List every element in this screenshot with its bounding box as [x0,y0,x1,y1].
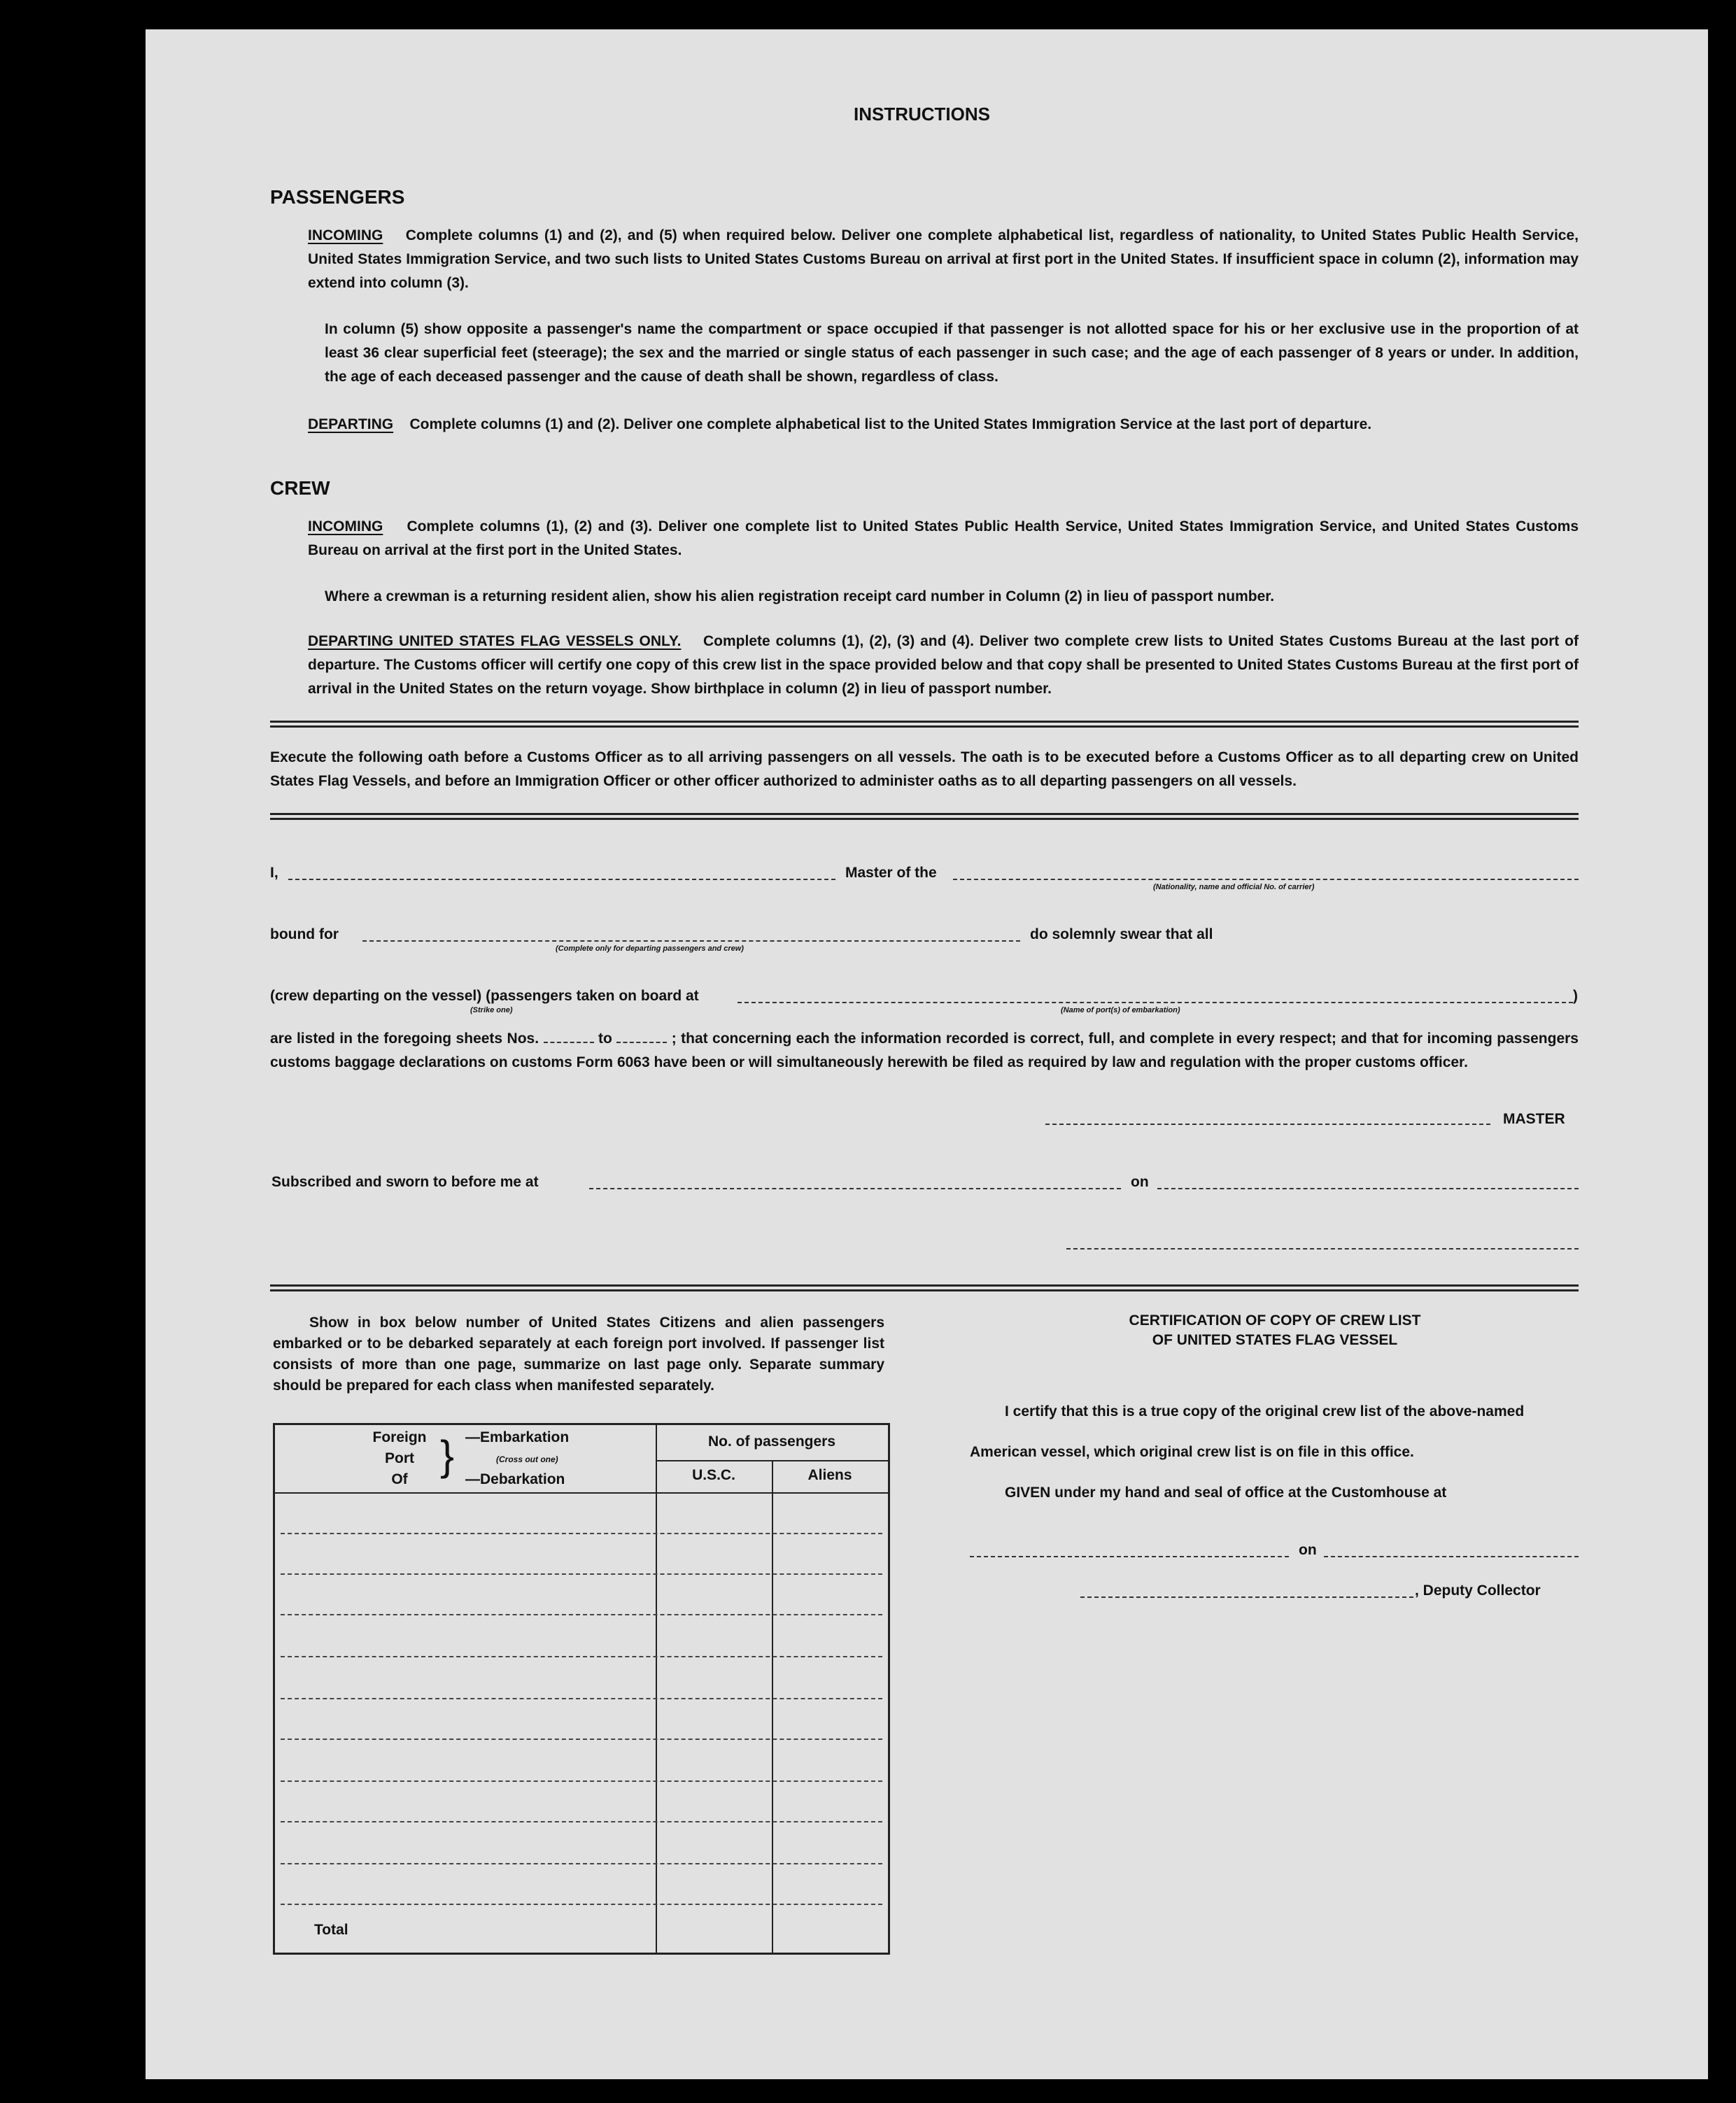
usc-label: U.S.C. [692,1467,735,1483]
crew-departing-label: (crew departing on the vessel) (passengers taken on board at [270,988,699,1004]
strike-one-note: (Strike one) [470,1006,513,1014]
sworn-on-label: on [1131,1174,1149,1190]
crew-incoming-label: INCOMING [308,518,383,534]
close-paren: ) [1573,988,1578,1004]
passengers-departing-paragraph [308,413,1579,437]
listed-text-a: are listed in the foregoing sheets Nos. [270,1031,539,1047]
port-label: Port [385,1450,414,1466]
passenger-summary-table [273,1423,890,1955]
section-divider [270,813,1579,820]
listed-to: to [598,1031,612,1047]
certification-line-1: I certify that this is a true copy of the original crew list of the above-named [1005,1403,1525,1419]
embarkation-ports-field[interactable] [738,1002,1573,1003]
brace-icon: } [440,1432,455,1479]
passengers-departing-text: Complete columns (1) and (2). Deliver one complete alphabetical list to the United States Immigration Service at the last port of departure. [409,416,1372,432]
certification-on-label: on [1299,1542,1317,1558]
debarkation-label: —Debarkation [465,1471,565,1487]
no-of-passengers-label: No. of passengers [707,1433,836,1450]
listed-text-b: ; that concerning each the information recorded is correct, full, and complete in every respect; and that for incoming passengers customs baggage declarations on customs Form 6063 have been or will simultaneously herewith be filed as required by law and regulation with the proper customs officer. [270,1031,1579,1070]
crew-heading: CREW [270,477,330,499]
header-divider [656,1460,888,1461]
crew-incoming-paragraph-2: Where a crewman is a returning resident alien, show his alien registration receipt card number in Column (2) in lieu of passport number. [325,588,1275,604]
passengers-heading: PASSENGERS [270,186,405,208]
table-row[interactable] [281,1821,882,1822]
ports-note: (Name of port(s) of embarkation) [1061,1006,1180,1014]
deputy-signature-field[interactable] [1080,1596,1413,1598]
certification-title-2: OF UNITED STATES FLAG VESSEL [1152,1332,1398,1348]
embarkation-label: —Embarkation [465,1429,570,1445]
sworn-date-field[interactable] [1157,1188,1579,1189]
customhouse-field[interactable] [970,1556,1289,1557]
table-row[interactable] [281,1739,882,1740]
passengers-departing-label: DEPARTING [308,416,394,432]
bound-for-label: bound for [270,926,339,942]
master-name-field[interactable] [288,879,835,880]
carrier-field[interactable] [953,879,1579,880]
solemnly-swear-label: do solemnly swear that all [1030,926,1213,942]
crew-incoming-text: Complete columns (1), (2) and (3). Deliver one complete list to United States Public Health Service, United States Immigration Service, and United States Customs Bureau on arrival at the first port in the United States. [308,518,1579,558]
cross-out-note: (Cross out one) [496,1454,558,1464]
sheet-from-field[interactable] [544,1042,594,1043]
section-divider [270,721,1579,728]
complete-only-note: (Complete only for departing passengers and crew) [556,944,744,953]
table-row[interactable] [281,1698,882,1699]
oath-i-label: I, [270,865,278,881]
table-row[interactable] [281,1656,882,1657]
total-label: Total [314,1922,348,1938]
table-row[interactable] [281,1863,882,1864]
passengers-incoming-paragraph-2: In column (5) show opposite a passenger's name the compartment or space occupied if that passenger is not allotted space for his or her exclusive use in the proportion of at least 36 clear superficial feet (steerage); the sex and the married or single status of each passenger in such case; and the age of each passenger of 8 years or under. In addition, the age of each deceased passenger and the cause of death shall be shown, regardless of class. [325,321,1579,385]
section-divider [270,1284,1579,1291]
master-label: MASTER [1503,1111,1565,1127]
nationality-note: (Nationality, name and official No. of carrier) [1153,883,1315,891]
certification-date-field[interactable] [1324,1556,1579,1557]
sworn-place-field[interactable] [589,1188,1121,1189]
table-row[interactable] [281,1780,882,1782]
crew-departing-label: DEPARTING UNITED STATES FLAG VESSELS ONLY. [308,633,682,649]
passengers-incoming-text: Complete columns (1) and (2), and (5) when required below. Deliver one complete alphabetical list, regardless of nationality, to United States Public Health Service, United States Immigration Service, and two such lists to United States Customs Bureau on arrival at first port in the United States. If insufficient space in column (2), information may extend into column (3). [308,227,1579,291]
table-row[interactable] [281,1573,882,1575]
oath-instruction: Execute the following oath before a Customs Officer as to all arriving passengers on all vessels. The oath is to be executed before a Customs Officer as to all departing crew on United States Flag Vessels, and before an Immigration Officer or other officer authorized to administer oaths as to all departing passengers on all vessels. [270,749,1579,789]
sheet-to-field[interactable] [616,1042,667,1043]
master-signature-field[interactable] [1045,1124,1490,1125]
table-row[interactable] [281,1614,882,1615]
certification-line-2: American vessel, which original crew list is on file in this office. [970,1444,1414,1460]
table-row[interactable] [281,1533,882,1534]
crew-departing-text: Complete columns (1), (2), (3) and (4). Deliver two complete crew lists to United States Customs Bureau at the last port of departure. The Customs officer will certify one copy of this crew list in the space provided below and that copy shall be presented to United States Customs Bureau at the first port of arrival in the United States on the return voyage. Show birthplace in column (2) in lieu of passport number. [308,633,1579,697]
foreign-label: Foreign [372,1429,427,1445]
table-row[interactable] [281,1904,882,1905]
deputy-collector-label: , Deputy Collector [1415,1582,1541,1599]
officer-signature-field[interactable] [1066,1248,1579,1249]
master-of-the-label: Master of the [845,865,937,881]
header-bottom-rule [275,1492,888,1494]
bound-for-field[interactable] [362,940,1020,942]
subscribed-label: Subscribed and sworn to before me at [271,1174,539,1190]
of-label: Of [391,1471,408,1487]
passengers-incoming-paragraph [308,224,1579,295]
instructions-title: INSTRUCTIONS [854,104,990,125]
summary-instruction: Show in box below number of United States Citizens and alien passengers embarked or to be debarked separately at each foreign port involved. If passenger list consists of more than one page, summarize on last page only. Separate summary should be prepared for each class when manifested separately. [273,1315,884,1394]
crew-incoming-paragraph [308,515,1579,562]
column-divider [656,1425,657,1953]
listed-sheets-paragraph [270,1027,1579,1075]
certification-title-1: CERTIFICATION OF COPY OF CREW LIST [1129,1312,1421,1329]
aliens-label: Aliens [807,1467,852,1483]
certification-line-3: GIVEN under my hand and seal of office at the Customhouse at [1005,1485,1447,1501]
passengers-incoming-label: INCOMING [308,227,383,243]
crew-departing-paragraph [308,630,1579,701]
